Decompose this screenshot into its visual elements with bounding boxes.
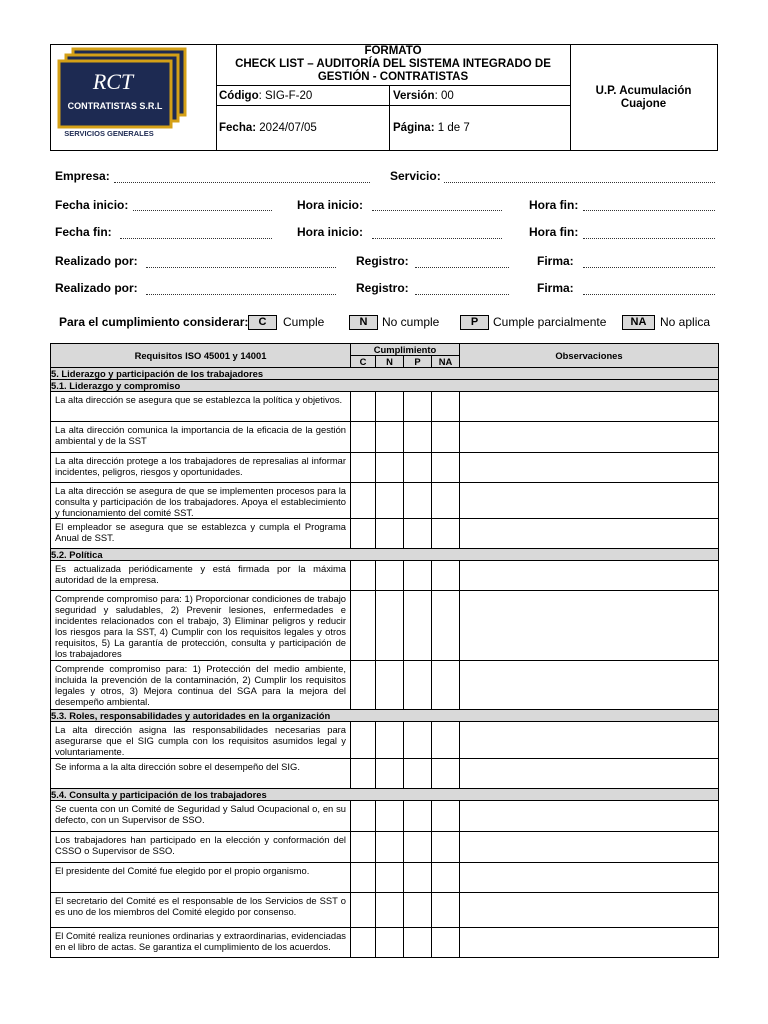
fecha-inicio-label: Fecha inicio: <box>55 198 129 212</box>
compliance-na-cell[interactable] <box>432 759 460 789</box>
legend-c-text: Cumple <box>283 315 325 329</box>
section-5-3-title: 5.3. Roles, responsabilidades y autoridades en la organización <box>51 710 719 722</box>
requirement-text: Es actualizada periódicamente y está firmada por la máxima autoridad de la empresa. <box>51 561 351 591</box>
requirement-text: El empleador se asegura que se establezca y cumpla el Programa Anual de SST. <box>51 519 351 549</box>
checklist-table <box>50 343 719 958</box>
table-row <box>51 392 719 422</box>
observations-cell[interactable] <box>460 392 719 422</box>
realizado-por-label: Realizado por: <box>55 254 138 268</box>
requirement-text: El presidente del Comité fue elegido por el propio organismo. <box>51 863 351 893</box>
table-row <box>51 422 719 453</box>
col-requirements-header: Requisitos ISO 45001 y 14001 <box>51 344 351 368</box>
unit-name: U.P. Acumulación Cuajone <box>595 84 692 110</box>
compliance-c-cell[interactable] <box>351 661 376 710</box>
compliance-na-cell[interactable] <box>432 801 460 832</box>
compliance-p-cell[interactable] <box>404 392 432 422</box>
requirement-text: Se informa a la alta dirección sobre el desempeño del SIG. <box>51 759 351 789</box>
page-value: 1 de 7 <box>434 122 470 134</box>
logo-graphic <box>51 45 216 150</box>
col-na-header: NA <box>432 356 460 368</box>
section-5-2 <box>51 549 719 561</box>
version-value: : 00 <box>434 89 454 102</box>
legend-n-box: N <box>349 315 378 330</box>
legend-na-text: No aplica <box>660 315 711 329</box>
hora-inicio-label-2: Hora inicio: <box>297 225 364 239</box>
legend-prompt: Para el cumplimiento considerar: <box>59 315 249 329</box>
compliance-p-cell[interactable] <box>404 759 432 789</box>
compliance-c-cell[interactable] <box>351 832 376 863</box>
legend-na-box: NA <box>622 315 655 330</box>
requirement-text: La alta dirección asigna las responsabilidades necesarias para asegurarse que el SIG cumpla con los requisitos asumidos legal y voluntariamente. <box>51 722 351 759</box>
observations-cell[interactable] <box>460 661 719 710</box>
firma-field[interactable] <box>583 267 715 268</box>
table-row <box>51 759 719 789</box>
observations-cell[interactable] <box>460 422 719 453</box>
logo-company-name: CONTRATISTAS S.R.L <box>67 101 163 111</box>
compliance-na-cell[interactable] <box>432 422 460 453</box>
requirement-text: Se cuenta con un Comité de Seguridad y Salud Ocupacional o, en su defecto, con un Supervisor de SSO. <box>51 801 351 832</box>
section-main <box>51 368 719 380</box>
table-row <box>51 801 719 832</box>
compliance-n-cell[interactable] <box>376 453 404 483</box>
compliance-n-cell[interactable] <box>376 591 404 661</box>
table-row <box>51 453 719 483</box>
realizado-por-field-2[interactable] <box>146 294 336 295</box>
compliance-n-cell[interactable] <box>376 561 404 591</box>
table-row <box>51 561 719 591</box>
observations-cell[interactable] <box>460 561 719 591</box>
compliance-n-cell[interactable] <box>376 863 404 893</box>
compliance-p-cell[interactable] <box>404 928 432 958</box>
hora-inicio-field-2[interactable] <box>372 238 502 239</box>
col-n-header: N <box>376 356 404 368</box>
compliance-p-cell[interactable] <box>404 801 432 832</box>
format-label: FORMATO <box>364 45 422 57</box>
fecha-fin-label: Fecha fin: <box>55 225 112 239</box>
requirement-text: La alta dirección se asegura que se establezca la política y objetivos. <box>51 392 351 422</box>
legend-p-box: P <box>460 315 489 330</box>
section-5-3 <box>51 710 719 722</box>
version-label: Versión <box>393 89 435 102</box>
compliance-c-cell[interactable] <box>351 392 376 422</box>
document-title: CHECK LIST – AUDITORÍA DEL SISTEMA INTEGRADO DE GESTIÓN - CONTRATISTAS <box>235 58 551 83</box>
compliance-c-cell[interactable] <box>351 893 376 928</box>
table-row <box>51 832 719 863</box>
compliance-n-cell[interactable] <box>376 759 404 789</box>
compliance-na-cell[interactable] <box>432 928 460 958</box>
compliance-n-cell[interactable] <box>376 392 404 422</box>
compliance-c-cell[interactable] <box>351 801 376 832</box>
servicio-field[interactable] <box>444 182 715 183</box>
compliance-n-cell[interactable] <box>376 483 404 519</box>
compliance-n-cell[interactable] <box>376 832 404 863</box>
hora-fin-field[interactable] <box>583 210 715 211</box>
table-row <box>51 928 719 958</box>
compliance-c-cell[interactable] <box>351 422 376 453</box>
requirement-text: Comprende compromiso para: 1) Proporcionar condiciones de trabajo seguridad y saludables, 2) Prevenir lesiones, enfermedades e incidentes relacionados con el trabajo, 3) Eliminar peligros y reducir los riesgos para la SST, 4) Cumplir con los requisitos legales y otros requisitos, 5) La garantía de protección, consulta y participación de los trabajadores <box>51 591 351 661</box>
firma-label-2: Firma: <box>537 281 574 295</box>
compliance-na-cell[interactable] <box>432 893 460 928</box>
compliance-n-cell[interactable] <box>376 893 404 928</box>
registro-field[interactable] <box>415 267 509 268</box>
compliance-na-cell[interactable] <box>432 832 460 863</box>
code-label: Código <box>219 89 259 102</box>
compliance-na-cell[interactable] <box>432 519 460 549</box>
logo-subtitle: SERVICIOS GENERALES <box>64 129 154 138</box>
requirement-text: La alta dirección protege a los trabajadores de represalias al informar incidentes, peligros, riesgos y oportunidades. <box>51 453 351 483</box>
legend-p-text: Cumple parcialmente <box>493 315 607 329</box>
observations-cell[interactable] <box>460 801 719 832</box>
compliance-p-cell[interactable] <box>404 722 432 759</box>
document-title-block <box>216 45 570 86</box>
registro-label-2: Registro: <box>356 281 409 295</box>
col-p-header: P <box>404 356 432 368</box>
compliance-c-cell[interactable] <box>351 591 376 661</box>
col-observations-header: Observaciones <box>460 344 719 368</box>
compliance-n-cell[interactable] <box>376 928 404 958</box>
table-row <box>51 722 719 759</box>
firma-field-2[interactable] <box>583 294 715 295</box>
observations-cell[interactable] <box>460 863 719 893</box>
compliance-c-cell[interactable] <box>351 483 376 519</box>
requirement-text: El secretario del Comité es el responsable de los Servicios de SST o es uno de los miembros del Comité elegido por consenso. <box>51 893 351 928</box>
document-header <box>50 44 718 151</box>
compliance-p-cell[interactable] <box>404 422 432 453</box>
compliance-c-cell[interactable] <box>351 519 376 549</box>
hora-inicio-field[interactable] <box>372 210 502 211</box>
observations-cell[interactable] <box>460 893 719 928</box>
section-5-4 <box>51 789 719 801</box>
table-row <box>51 519 719 549</box>
logo-initials: RCT <box>92 69 134 94</box>
compliance-c-cell[interactable] <box>351 863 376 893</box>
registro-field-2[interactable] <box>415 294 509 295</box>
observations-cell[interactable] <box>460 453 719 483</box>
fecha-fin-field[interactable] <box>120 238 272 239</box>
compliance-p-cell[interactable] <box>404 893 432 928</box>
compliance-na-cell[interactable] <box>432 453 460 483</box>
legend-n-text: No cumple <box>382 315 440 329</box>
compliance-na-cell[interactable] <box>432 722 460 759</box>
requirement-text: La alta dirección se asegura de que se implementen procesos para la consulta y participación de los trabajadores. Apoya el establecimiento y funcionamiento del comité SST. <box>51 483 351 519</box>
table-row <box>51 591 719 661</box>
observations-cell[interactable] <box>460 759 719 789</box>
compliance-na-cell[interactable] <box>432 392 460 422</box>
compliance-n-cell[interactable] <box>376 661 404 710</box>
compliance-c-cell[interactable] <box>351 928 376 958</box>
compliance-p-cell[interactable] <box>404 832 432 863</box>
compliance-na-cell[interactable] <box>432 661 460 710</box>
compliance-p-cell[interactable] <box>404 483 432 519</box>
compliance-p-cell[interactable] <box>404 561 432 591</box>
section-5-4-title: 5.4. Consulta y participación de los trabajadores <box>51 789 719 801</box>
table-row <box>51 863 719 893</box>
compliance-p-cell[interactable] <box>404 519 432 549</box>
empresa-field[interactable] <box>114 182 370 183</box>
page-label: Página: <box>393 122 435 134</box>
observations-cell[interactable] <box>460 483 719 519</box>
empresa-label: Empresa: <box>55 169 110 183</box>
requirement-text: El Comité realiza reuniones ordinarias y extraordinarias, evidenciadas en el libro de actas. Se garantiza el cumplimiento de los acuerdos. <box>51 928 351 958</box>
date-value: 2024/07/05 <box>256 122 317 134</box>
compliance-na-cell[interactable] <box>432 483 460 519</box>
observations-cell[interactable] <box>460 832 719 863</box>
compliance-p-cell[interactable] <box>404 453 432 483</box>
requirement-text: Los trabajadores han participado en la elección y conformación del CSSO o Supervisor de SSO. <box>51 832 351 863</box>
requirement-text: Comprende compromiso para: 1) Protección del medio ambiente, incluida la prevención de la contaminación, 2) Cumplir los requisitos legales y otros, 3) Mejora continua del SGA para la mejora del desempeño ambiental. <box>51 661 351 710</box>
compliance-c-cell[interactable] <box>351 722 376 759</box>
fecha-inicio-field[interactable] <box>133 210 272 211</box>
date-row <box>216 106 570 150</box>
code-value: : SIG-F-20 <box>258 89 313 102</box>
compliance-c-cell[interactable] <box>351 453 376 483</box>
realizado-por-label-2: Realizado por: <box>55 281 138 295</box>
section-5-2-title: 5.2. Política <box>51 549 719 561</box>
col-c-header: C <box>351 356 376 368</box>
compliance-n-cell[interactable] <box>376 519 404 549</box>
compliance-p-cell[interactable] <box>404 863 432 893</box>
col-compliance-header: Cumplimiento <box>351 344 460 356</box>
observations-cell[interactable] <box>460 519 719 549</box>
hora-fin-label: Hora fin: <box>529 198 579 212</box>
hora-fin-label-2: Hora fin: <box>529 225 579 239</box>
firma-label: Firma: <box>537 254 574 268</box>
compliance-c-cell[interactable] <box>351 759 376 789</box>
compliance-na-cell[interactable] <box>432 561 460 591</box>
compliance-n-cell[interactable] <box>376 722 404 759</box>
realizado-por-field[interactable] <box>146 267 336 268</box>
date-label: Fecha: <box>219 122 257 134</box>
requirement-text: La alta dirección comunica la importancia de la eficacia de la gestión ambiental y de la SST <box>51 422 351 453</box>
table-row <box>51 893 719 928</box>
compliance-n-cell[interactable] <box>376 422 404 453</box>
observations-cell[interactable] <box>460 722 719 759</box>
compliance-na-cell[interactable] <box>432 863 460 893</box>
servicio-label: Servicio: <box>390 169 441 183</box>
table-row <box>51 661 719 710</box>
hora-fin-field-2[interactable] <box>583 238 715 239</box>
section-5-1 <box>51 380 719 392</box>
code-row <box>216 86 570 106</box>
company-logo <box>51 45 217 150</box>
header-middle <box>216 45 571 150</box>
hora-inicio-label: Hora inicio: <box>297 198 364 212</box>
compliance-na-cell[interactable] <box>432 591 460 661</box>
compliance-c-cell[interactable] <box>351 561 376 591</box>
compliance-n-cell[interactable] <box>376 801 404 832</box>
section-main-title: 5. Liderazgo y participación de los trabajadores <box>51 368 719 380</box>
observations-cell[interactable] <box>460 591 719 661</box>
registro-label: Registro: <box>356 254 409 268</box>
compliance-p-cell[interactable] <box>404 661 432 710</box>
observations-cell[interactable] <box>460 928 719 958</box>
table-row <box>51 483 719 519</box>
section-5-1-title: 5.1. Liderazgo y compromiso <box>51 380 719 392</box>
legend-c-box: C <box>248 315 277 330</box>
compliance-p-cell[interactable] <box>404 591 432 661</box>
